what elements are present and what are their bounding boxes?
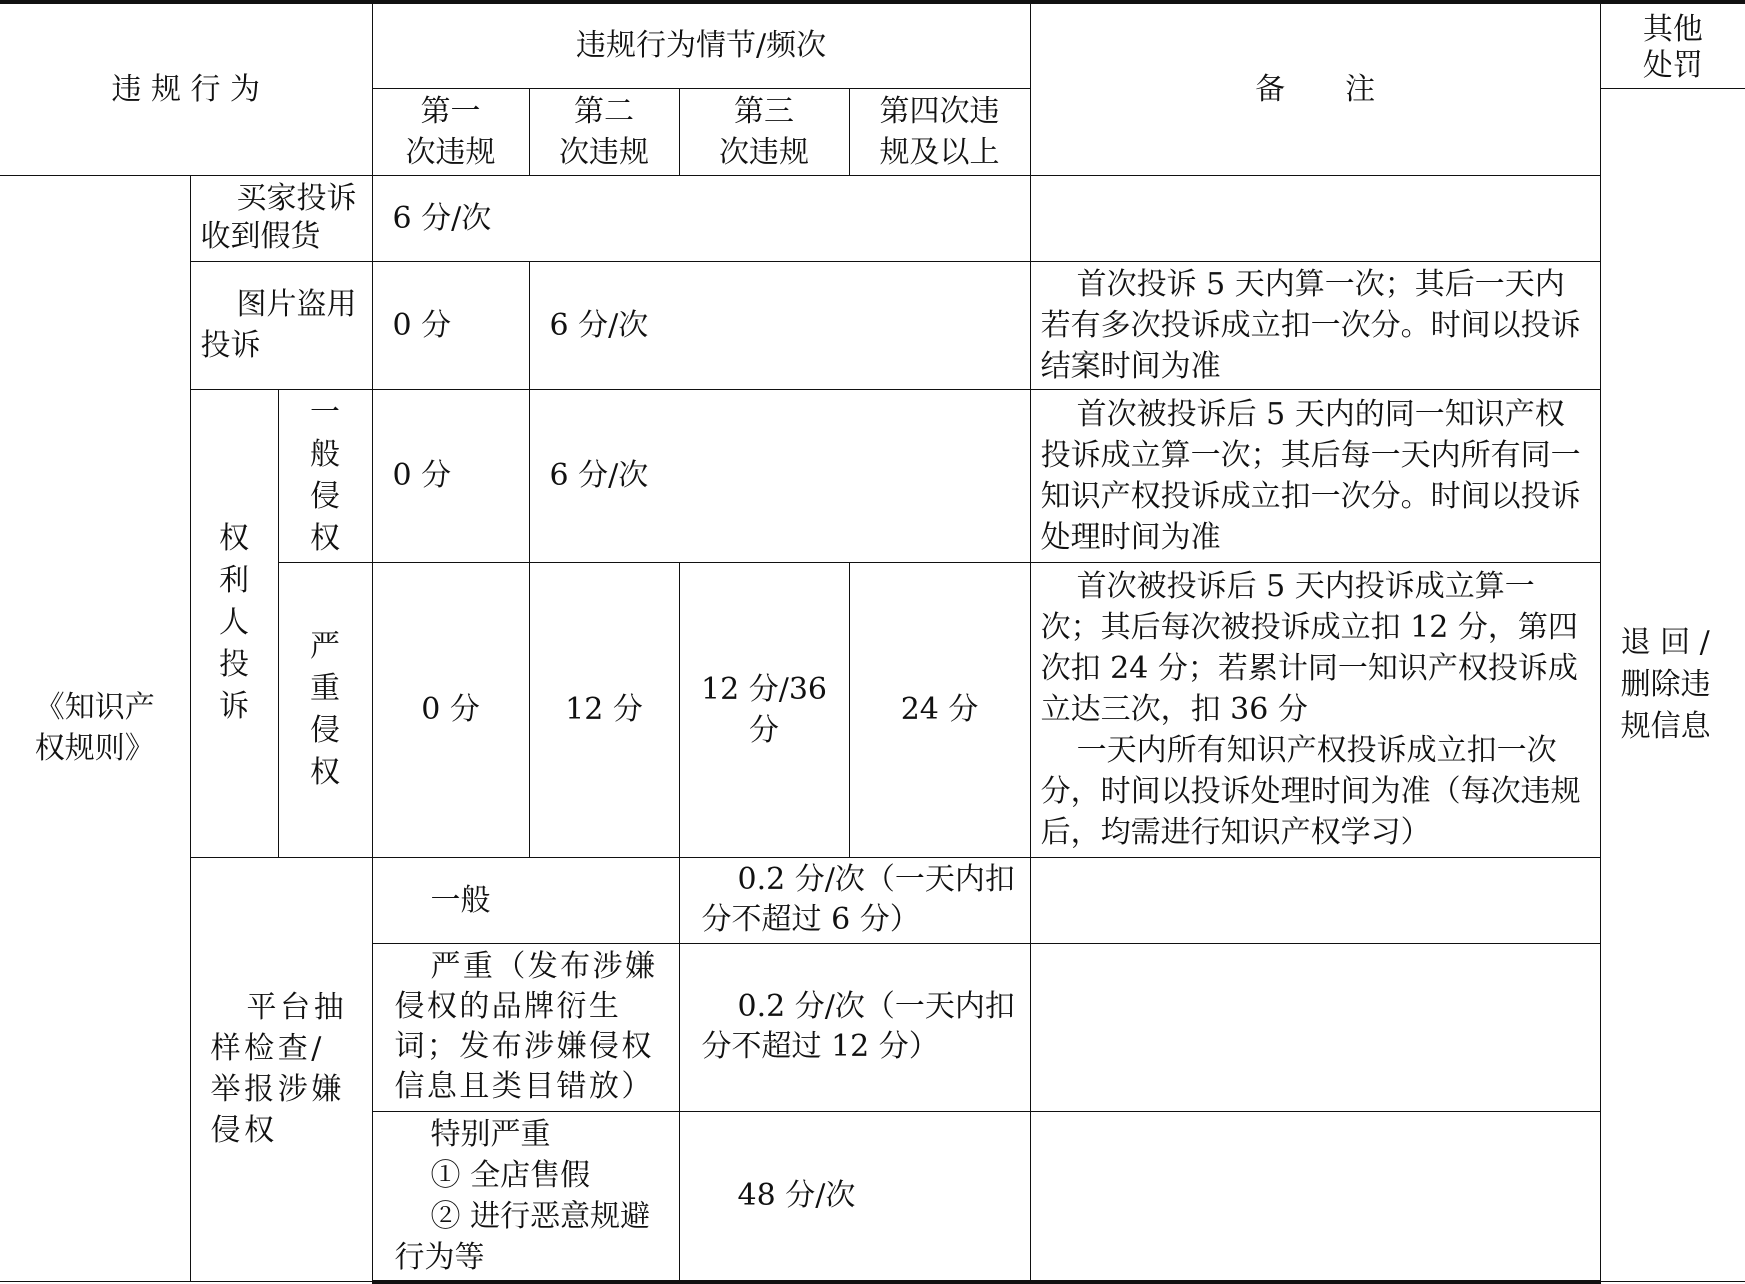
header-first-line-2: 次违规 xyxy=(405,134,496,170)
header-fourth-line-2: 规及以上 xyxy=(879,134,1000,170)
rights-holder-general-rest xyxy=(529,389,1030,562)
rights-holder-general-note xyxy=(1030,389,1600,562)
image-theft-first-value: 0 分 xyxy=(392,307,452,343)
platform-very-serious-label xyxy=(372,1111,679,1282)
rights-holder-serious-third xyxy=(679,562,849,857)
other-penalty-cell xyxy=(1600,88,1745,1282)
platform-general-note xyxy=(1030,857,1600,943)
rights-holder-serious-fourth-value: 24 分 xyxy=(900,692,979,727)
header-third-line-2: 次违规 xyxy=(719,134,810,170)
rights-holder-serious-label xyxy=(278,562,372,857)
rights-holder-group-label xyxy=(190,389,278,857)
platform-general-points xyxy=(679,857,1030,943)
header-violation-label: 违 规 行 为 xyxy=(111,71,261,107)
other-penalty-text xyxy=(1611,622,1736,748)
image-theft-first xyxy=(372,261,529,389)
header-second-line-1: 第二 xyxy=(574,93,635,129)
rights-holder-serious-note xyxy=(1030,562,1600,857)
platform-group-label xyxy=(190,857,372,1282)
rights-holder-serious-third-value: 12 分/36 分 xyxy=(701,671,828,748)
header-frequency-label: 违规行为情节/频次 xyxy=(576,28,827,64)
header-violation xyxy=(0,2,372,175)
header-third-violation xyxy=(679,88,849,175)
platform-general-points-value: 0.2 分/次（一天内扣分不超过 6 分） xyxy=(701,862,1015,937)
rights-holder-group-text: 权利人投诉 xyxy=(219,521,249,724)
counterfeit-points-value: 6 分/次 xyxy=(392,200,492,236)
platform-very-serious-line-1: 特别严重 xyxy=(430,1116,551,1152)
rights-holder-general-note-text: 首次被投诉后 5 天内的同一知识产权投诉成立算一次；其后每一天内所有同一知识产权投诉成立扣一次分。时间以投诉处理时间为准 xyxy=(1040,396,1581,555)
image-theft-label xyxy=(190,261,372,389)
rights-holder-general-label xyxy=(278,389,372,562)
rights-holder-serious-first-value: 0 分 xyxy=(421,692,480,727)
header-first-line-1: 第一 xyxy=(420,93,481,129)
rule-name-cell xyxy=(0,175,190,1282)
counterfeit-label-line-2: 收到假货 xyxy=(200,219,321,254)
image-theft-rest-value: 6 分/次 xyxy=(549,307,649,343)
other-penalty-line-1: 退 回 / xyxy=(1620,624,1710,660)
header-remarks-label: 备 注 xyxy=(1255,71,1376,107)
rights-holder-general-first xyxy=(372,389,529,562)
image-theft-note-text: 首次投诉 5 天内算一次；其后一天内若有多次投诉成立扣一次分。时间以投诉结案时间为准 xyxy=(1040,266,1581,384)
platform-serious-text: 严重（发布涉嫌侵权的品牌衍生词；发布涉嫌侵权信息且类目错放） xyxy=(394,949,658,1104)
rights-holder-serious-note-p1: 首次被投诉后 5 天内投诉成立算一次；其后每次被投诉成立扣 12 分，第四次扣 24 分；若累计同一知识产权投诉成立达三次，扣 36 分 xyxy=(1040,569,1578,727)
platform-general-text: 一般 xyxy=(430,882,491,918)
header-fourth-violation xyxy=(849,88,1030,175)
rule-name-line-1: 《知识产 xyxy=(34,690,155,726)
rights-holder-serious-first xyxy=(372,562,529,857)
image-theft-label-line-1: 图片盗用 xyxy=(236,287,357,322)
counterfeit-label-line-1: 买家投诉 xyxy=(236,181,357,216)
platform-serious-note xyxy=(1030,943,1600,1111)
image-theft-label-line-2: 投诉 xyxy=(200,328,261,363)
platform-very-serious-points xyxy=(679,1111,1030,1282)
rights-holder-serious-note-p2: 一天内所有知识产权投诉成立扣一次分，时间以投诉处理时间为准（每次违规后，均需进行知识产权学习） xyxy=(1040,733,1581,850)
image-theft-rest xyxy=(529,261,1030,389)
header-first-violation xyxy=(372,88,529,175)
header-other-penalty-text xyxy=(1611,6,1736,84)
platform-group-text: 平台抽样检查/举报涉嫌侵权 xyxy=(210,990,348,1149)
header-third-line-1: 第三 xyxy=(734,93,795,129)
platform-very-serious-line-3: ② 进行恶意规避行为等 xyxy=(394,1198,651,1275)
rights-holder-general-first-value: 0 分 xyxy=(392,458,452,493)
platform-very-serious-line-2: ① 全店售假 xyxy=(430,1157,591,1193)
header-second-line-2: 次违规 xyxy=(559,134,650,170)
header-remarks xyxy=(1030,2,1600,175)
counterfeit-points xyxy=(372,175,1030,261)
counterfeit-label xyxy=(190,175,372,261)
platform-serious-points-value: 0.2 分/次（一天内扣分不超过 12 分） xyxy=(701,989,1015,1064)
rule-name-line-2: 权规则》 xyxy=(34,731,155,767)
platform-serious-points xyxy=(679,943,1030,1111)
image-theft-note xyxy=(1030,261,1600,389)
header-frequency-group xyxy=(372,2,1030,88)
header-fourth-line-1: 第四次违 xyxy=(879,93,1000,129)
platform-serious-label xyxy=(372,943,679,1111)
platform-very-serious-note xyxy=(1030,1111,1600,1282)
header-second-violation xyxy=(529,88,679,175)
rights-holder-serious-second xyxy=(529,562,679,857)
header-other-penalty-line-2: 处罚 xyxy=(1642,48,1703,83)
other-penalty-line-2: 删除违 xyxy=(1620,666,1711,702)
counterfeit-note xyxy=(1030,175,1600,261)
header-other-penalty-line-1: 其他 xyxy=(1642,12,1703,47)
platform-general-label xyxy=(372,857,679,943)
rights-holder-serious-text: 严重侵权 xyxy=(310,628,341,790)
other-penalty-line-3: 规信息 xyxy=(1620,708,1711,744)
rights-holder-serious-fourth xyxy=(849,562,1030,857)
platform-very-serious-points-value: 48 分/次 xyxy=(737,1178,856,1213)
rights-holder-general-text: 一般侵权 xyxy=(310,394,341,556)
rights-holder-serious-second-value: 12 分 xyxy=(565,692,643,727)
header-other-penalty xyxy=(1600,2,1745,88)
rights-holder-general-rest-value: 6 分/次 xyxy=(549,458,649,493)
